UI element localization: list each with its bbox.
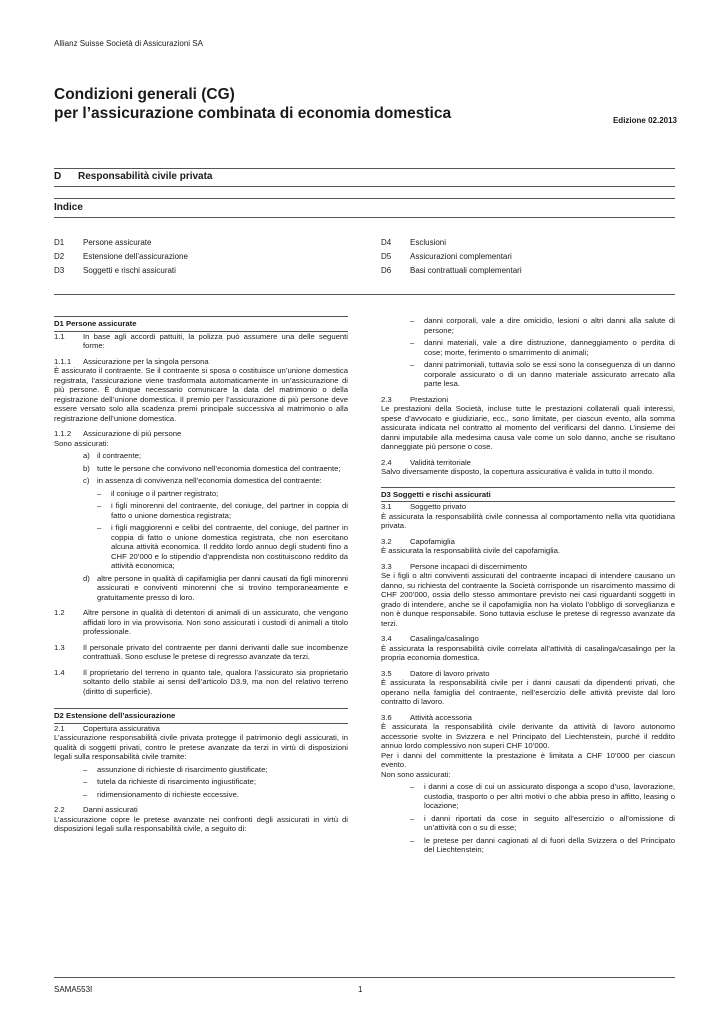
dash-icon: – [83,789,88,799]
divider [54,294,675,295]
dash-item: – i figli minorenni del contraente, del coniuge, del partner in coppia di fatto o unione domestica registrata; [97,501,348,520]
divider [54,217,675,218]
dash-icon: – [83,777,88,786]
index-title: Indice [54,202,83,213]
left-column [54,316,348,834]
clause-1-1-1: 1.1.1 Assicurazione per la singola persona [54,356,209,366]
index-entry[interactable]: D5 Assicurazioni complementari [381,252,512,261]
list-item: d) altre persone in qualità di capifamiglia per danni causati da figli minorenni assicurati e conviventi minorenni che si trovino temporaneamente e gratuitamente presso di loro. [83,573,348,602]
dash-item: – assunzione di richieste di risarcimento giustificate; [83,764,268,774]
clause-1-1: 1.1 In base agli accordi pattuiti, la polizza può assumere una delle seguenti forme: [54,331,348,350]
divider [54,186,675,187]
clause-2-1: 2.1 Copertura assicurativa [54,723,160,733]
section-heading-d3: D3 Soggetti e rischi assicurati [381,487,675,503]
clause-2-4: 2.4 Validità territoriale [381,457,471,467]
clause-text: È assicurata la responsabilità civile correlata all’attività di casalinga/casalingo per la propria economia domestica. [381,643,675,662]
index-entry[interactable]: D3 Soggetti e rischi assicurati [54,266,176,275]
clause-text: Se i figli o altri conviventi assicurati del contraente incapaci di intendere causano un danno, su richiesta del contraente la Società corrisponde un risarcimento massimo di CHF 200’000, ossia dello stesso ammontare previsto nei casi riguardanti soggetti in grado di intendere, anche se il capofamiglia non ha violato l’obbligo di sorveglianza e non è dunque responsabile. Sono tuttavia escluse le pretese di regresso avanzate da terzi. [381,571,675,628]
section-heading-d2: D2 Estensione dell’assicurazione [54,708,348,724]
dash-icon: – [410,813,415,823]
index-entry[interactable]: D2 Estensione dell’assicurazione [54,252,188,261]
index-entry[interactable]: D4 Esclusioni [381,238,447,247]
footer-code: SAMA553I [54,985,93,994]
index-list-right [381,236,522,278]
index-entry[interactable]: D1 Persone assicurate [54,238,152,247]
dash-item: – i danni a cose di cui un assicurato disponga a scopo d’uso, lavorazione, custodia, trasporto o per altri motivi o che abbia preso in affitto, leasing o locazione; [410,782,675,810]
dash-item: – tutela da richieste di risarcimento ingiustificate; [83,777,256,786]
clause-3-5: 3.5 Datore di lavoro privato [381,668,490,678]
dash-item: – danni corporali, vale a dire omicidio, lesioni o altri danni alla salute di persone; [410,316,675,335]
dash-icon: – [97,501,102,510]
clause-text: È assicurata la responsabilità civile connessa al comportamento nella vita quotidiana privata. [381,511,675,530]
page-number: 1 [358,985,363,994]
dash-icon: – [410,360,415,369]
dash-icon: – [410,316,415,325]
clause-text: È assicurata la responsabilità civile derivante da attività di lavoro autonomo accessorie svolte in Svizzera e nel Principato del Liechtenstein, purché il reddito annuo lordo complessivo non superi CHF 10’000. [381,722,675,750]
clause-text: Non sono assicurati: [381,769,451,779]
title-line-1: Condizioni generali (CG) [54,86,235,103]
clause-3-6: 3.6 Attività accessoria [381,712,472,722]
clause-text: Le prestazioni della Società, incluse tutte le prestazioni collaterali quali interessi, spese d’avvocato e giudiziarie, ecc., sono limitate, per ciascun evento, alla somma assicurata indicata nel contratto al momento del verificarsi del danno. L’insieme dei danni imputabile alla medesima causa vale come un solo danno, anche se risultano danneggiate più persone o cose. [381,404,675,451]
dash-icon: – [97,523,102,532]
clause-1-4: 1.4 Il proprietario del terreno in quanto tale, qualora l’assicurato sia proprietario soltanto dello stabile ai sensi dell’articolo D3.9, ma non del relativo terreno (diritto di superficie). [54,667,348,696]
dash-icon: – [410,338,415,347]
dash-icon: – [410,782,415,791]
clause-text: L’assicurazione responsabilità civile privata protegge il patrimonio degli assicurati, in qualità di soggetti privati, contro le pretese avanzate da terzi in virtù di disposizioni legali sulla responsabilità civile tramite: [54,733,348,761]
dash-item: – danni patrimoniali, tuttavia solo se essi sono la conseguenza di un danno corporale assicurato o di un danno materiale assicurato arrecato alla parte lesa. [410,360,675,388]
clause-text: È assicurata la responsabilità civile per i danni causati da dipendenti privati, che operano nella famiglia del contraente, nell’esercizio delle attività previste dal loro contratto di lavoro. [381,678,675,706]
dash-item: – le pretese per danni cagionati al di fuori della Svizzera o del Principato del Liechtenstein; [410,835,675,854]
footer-divider [54,977,675,978]
divider [54,198,675,199]
dash-item: – danni materiali, vale a dire distruzione, danneggiamento o perdita di cose; morte, ferimento o smarrimento di animali; [410,338,675,357]
clause-1-2: 1.2 Altre persone in qualità di detentori di animali di un assicurato, che vengono affidati loro in via provvisoria. Non sono assicurati i custodi di animali a titolo professionale. [54,608,348,636]
document-title [54,85,451,123]
company-name: Allianz Suisse Società di Assicurazioni SA [54,39,203,48]
clause-1-1-2: 1.1.2 Assicurazione di più persone [54,429,182,438]
list-item: b) tutte le persone che convivono nell’economia domestica del contraente; [83,463,341,473]
title-line-2: per l’assicurazione combinata di economia domestica [54,105,452,122]
dash-item: – ridimensionamento di richieste eccessive. [83,789,239,799]
dash-item: – i figli maggiorenni e celibi del contraente, del coniuge, del partner in coppia di fatto o unione domestica registrata, che non esercitano alcuna attività economica. Il reddito lordo annuo degli studenti fino a CHF 20’000 e lo stipendio d’apprendista non costituiscono reddito da attività economica; [97,523,348,570]
dash-icon: – [83,764,88,774]
clause-3-3: 3.3 Persone incapaci di discernimento [381,561,528,571]
dash-icon: – [97,488,102,498]
dash-item: – il coniuge o il partner registrato; [97,488,219,498]
clause-text: L’assicurazione copre le pretese avanzate nei confronti degli assicurati in virtù di disposizioni legali sulla responsabilità civile, a seguito di: [54,814,348,833]
clause-2-2: 2.2 Danni assicurati [54,805,138,814]
clause-2-3: 2.3 Prestazioni [381,394,449,404]
clause-text: Sono assicurati: [54,438,109,448]
clause-3-2: 3.2 Capofamiglia [381,536,455,546]
clause-1-3: 1.3 Il personale privato del contraente per danni derivanti dalle sue incombenze contrattuali. Sono escluse le pretese di regresso avanzate da terzi. [54,642,348,661]
dash-item: – i danni riportati da cose in seguito all’esercizio o all’omissione di un’attività con o su di esse; [410,813,675,832]
list-item: c) in assenza di convivenza nell’economia domestica del contraente: [83,476,322,485]
section-title [54,171,213,182]
section-heading-d1: D1 Persone assicurate [54,316,348,332]
list-item: a) il contraente; [83,451,142,460]
divider [54,168,675,169]
section-name: Responsabilità civile privata [78,171,213,182]
edition-label: Edizione 02.2013 [612,116,677,125]
clause-text: Salvo diversamente disposto, la copertura assicurativa è valida in tutto il mondo. [381,467,655,476]
clause-text: È assicurato il contraente. Se il contraente si sposa o costituisce un’unione domestica registrata, l’assicurazione viene trasformata automaticamente in un’assicurazione di più persone. È dunque necessario comunicare la data del matrimonio o della registrazione dell’unione domestica. Il premio per l’assicurazione di più persone deve essere versato solo alla scadenza premi principale successiva al matrimonio o alla registrazione dell’unione domestica. [54,366,348,423]
section-code: D [54,171,62,182]
right-column [381,316,675,855]
clause-text: Per i danni del committente la prestazione è limitata a CHF 10’000 per ciascun evento. [381,750,675,769]
dash-icon: – [410,835,415,845]
clause-text: È assicurata la responsabilità civile del capofamiglia. [381,546,561,555]
clause-3-4: 3.4 Casalinga/casalingo [381,634,479,643]
index-list-left [54,236,188,278]
index-entry[interactable]: D6 Basi contrattuali complementari [381,266,522,275]
clause-3-1: 3.1 Soggetto privato [381,502,466,511]
